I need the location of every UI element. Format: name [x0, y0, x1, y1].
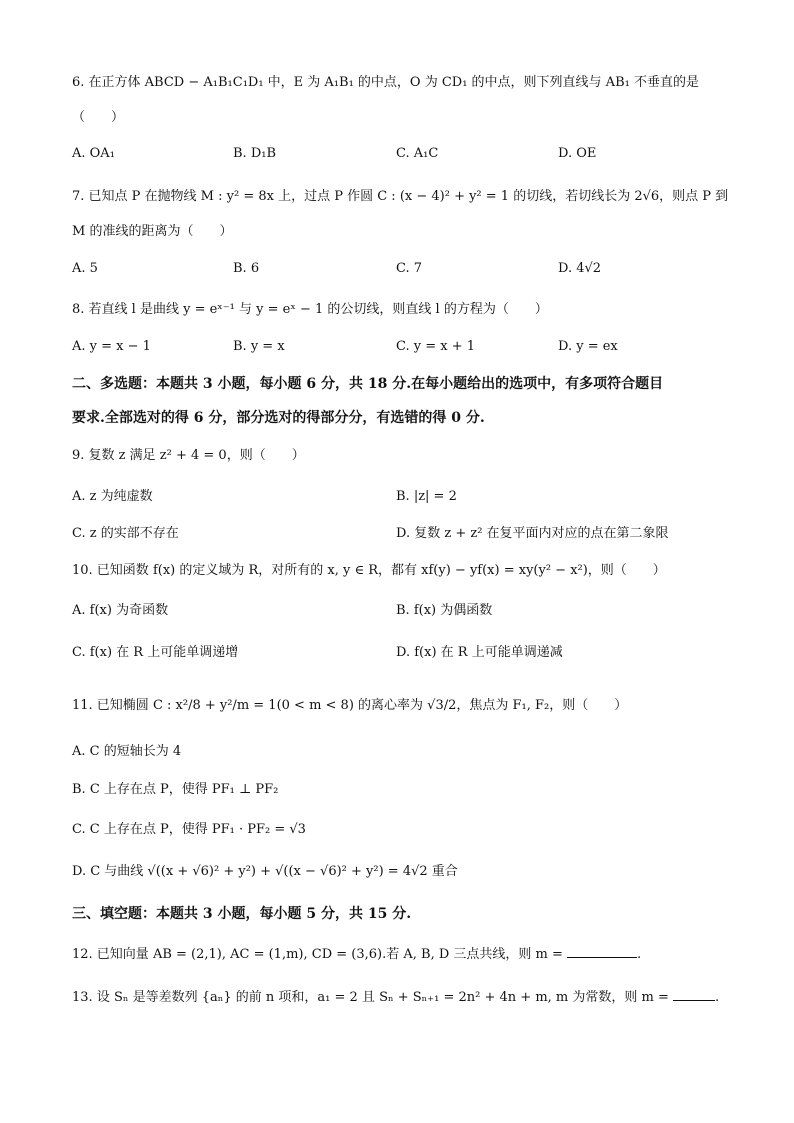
- q9-stem: 9. 复数 z 满足 z² + 4 = 0，则（ ）: [72, 448, 305, 463]
- q7-stem-cont: M 的准线的距离为（ ）: [72, 224, 233, 239]
- q8-option-a: A. y = x − 1: [72, 339, 151, 354]
- q7-option-c: C. 7: [396, 261, 423, 276]
- q10-option-d: D. f(x) 在 R 上可能单调递减: [396, 645, 563, 660]
- q11-option-b: B. C 上存在点 P，使得 PF₁ ⊥ PF₂: [72, 782, 279, 797]
- q11-option-d: D. C 与曲线 √((x + √6)² + y²) + √((x − √6)² + y²) = 4√2 重合: [72, 864, 458, 879]
- q9-option-d: D. 复数 z + z² 在复平面内对应的点在第二象限: [396, 526, 669, 541]
- q12-stem: 12. 已知向量 AB = (2,1), AC = (1,m), CD = (3,6).若 A, B, D 三点共线，则 m =: [72, 947, 563, 962]
- q6-option-a: A. OA₁: [72, 146, 115, 161]
- q12-end: .: [637, 947, 642, 962]
- q13-end: .: [715, 990, 720, 1005]
- section3-heading: 三、填空题：本题共 3 小题，每小题 5 分，共 15 分.: [72, 906, 412, 922]
- q10-stem: 10. 已知函数 f(x) 的定义域为 R，对所有的 x, y ∈ R，都有 xf(y) − yf(x) = xy(y² − x²)，则（ ）: [72, 563, 666, 578]
- q7-option-a: A. 5: [72, 261, 98, 276]
- q13-answer-blank[interactable]: [673, 1000, 715, 1001]
- q8-stem: 8. 若直线 l 是曲线 y = eˣ⁻¹ 与 y = eˣ − 1 的公切线，则直线 l 的方程为（ ）: [72, 302, 548, 317]
- q6-paren: （ ）: [72, 110, 125, 125]
- q12-stem-line: [72, 945, 641, 965]
- q10-option-a: A. f(x) 为奇函数: [72, 603, 169, 618]
- q6-option-b: B. D₁B: [233, 146, 277, 161]
- q9-option-a: A. z 为纯虚数: [72, 489, 153, 504]
- q11-option-a: A. C 的短轴长为 4: [72, 744, 182, 759]
- q7-option-d: D. 4√2: [558, 261, 602, 276]
- section2-heading-cont: 要求.全部选对的得 6 分，部分选对的得部分分，有选错的得 0 分.: [72, 410, 485, 426]
- q7-stem: 7. 已知点 P 在抛物线 M : y² = 8x 上，过点 P 作圆 C : (x − 4)² + y² = 1 的切线，若切线长为 2√6，则点 P 到: [72, 189, 729, 204]
- q8-option-b: B. y = x: [233, 339, 285, 354]
- q10-option-c: C. f(x) 在 R 上可能单调递增: [72, 645, 239, 660]
- q11-option-c: C. C 上存在点 P，使得 PF₁ · PF₂ = √3: [72, 822, 306, 837]
- q9-option-b: B. |z| = 2: [396, 489, 457, 504]
- q6-option-d: D. OE: [558, 146, 597, 161]
- q8-option-d: D. y = ex: [558, 339, 618, 354]
- q9-option-c: C. z 的实部不存在: [72, 526, 179, 541]
- q10-option-b: B. f(x) 为偶函数: [396, 603, 493, 618]
- q12-answer-blank[interactable]: [567, 957, 637, 958]
- q6-option-c: C. A₁C: [396, 146, 439, 161]
- q13-stem: 13. 设 Sₙ 是等差数列 {aₙ} 的前 n 项和，a₁ = 2 且 Sₙ + Sₙ₊₁ = 2n² + 4n + m, m 为常数，则 m =: [72, 990, 669, 1005]
- q13-stem-line: [72, 988, 719, 1008]
- q8-option-c: C. y = x + 1: [396, 339, 476, 354]
- q11-stem: 11. 已知椭圆 C : x²/8 + y²/m = 1(0 < m < 8) 的离心率为 √3/2，焦点为 F₁, F₂，则（ ）: [72, 698, 628, 713]
- q7-option-b: B. 6: [233, 261, 260, 276]
- section2-heading: 二、多选题：本题共 3 小题，每小题 6 分，共 18 分.在每小题给出的选项中，有多项符合题目: [72, 376, 664, 392]
- q6-stem: 6. 在正方体 ABCD − A₁B₁C₁D₁ 中，E 为 A₁B₁ 的中点，O 为 CD₁ 的中点，则下列直线与 AB₁ 不垂直的是: [72, 75, 699, 90]
